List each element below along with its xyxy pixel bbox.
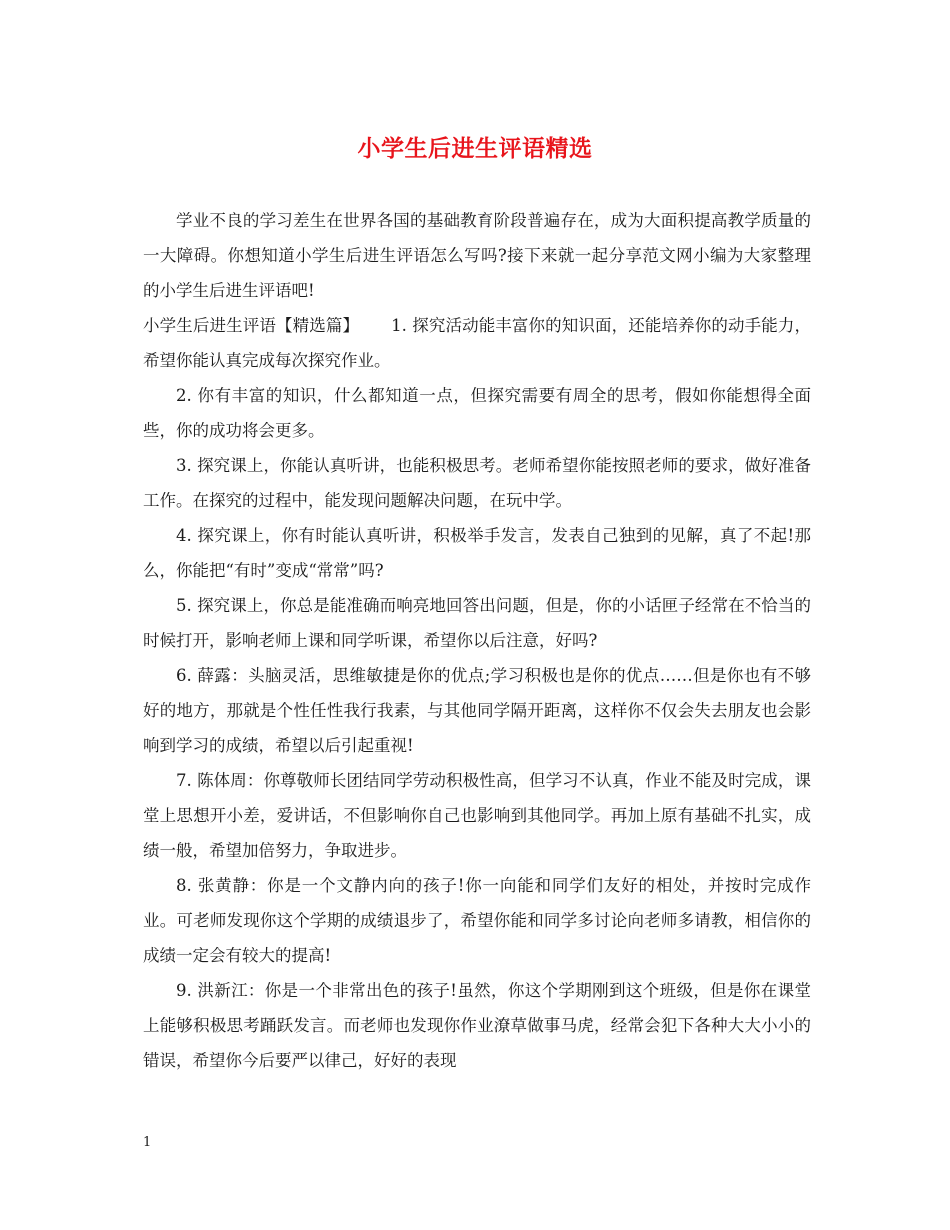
list-item-4: 4. 探究课上，你有时能认真听讲，积极举手发言，发表自己独到的见解，真了不起!那么，你能把“有时”变成“常常”吗?: [143, 526, 811, 580]
list-item-7: 7. 陈体周：你尊敬师长团结同学劳动积极性高，但学习不认真，作业不能及时完成，课堂上思想开小差，爱讲话，不但影响你自己也影响到其他同学。再加上原有基础不扎实，成绩一般，希望加倍努力，争取进步。: [143, 771, 811, 860]
list-item-1: 1. 探究活动能丰富你的知识面，还能培养你的动手能力，希望你能认真完成每次探究作业。: [143, 316, 812, 370]
list-item-2: 2. 你有丰富的知识，什么都知道一点，但探究需要有周全的思考，假如你能想得全面些，你的成功将会更多。: [143, 386, 811, 440]
list-item-5: 5. 探究课上，你总是能准确而响亮地回答出问题，但是，你的小话匣子经常在不恰当的时候打开，影响老师上课和同学听课，希望你以后注意，好吗?: [143, 596, 811, 650]
list-item-3: 3. 探究课上，你能认真听讲，也能积极思考。老师希望你能按照老师的要求，做好准备工作。在探究的过程中，能发现问题解决问题，在玩中学。: [143, 456, 811, 510]
list-item-8: 8. 张黄静：你是一个文静内向的孩子!你一向能和同学们友好的相处，并按时完成作业。可老师发现你这个学期的成绩退步了，希望你能和同学多讨论向老师多请教，相信你的成绩一定会有较大的提高!: [143, 876, 811, 965]
list-item-6: 6. 薛露：头脑灵活，思维敏捷是你的优点;学习积极也是你的优点……但是你也有不够好的地方，那就是个性任性我行我素，与其他同学隔开距离，这样你不仅会失去朋友也会影响到学习的成绩，希望以后引起重视!: [143, 666, 811, 755]
section-paragraph: [143, 308, 811, 378]
intro-paragraph: 学业不良的学习差生在世界各国的基础教育阶段普遍存在，成为大面积提高教学质量的一大障碍。你想知道小学生后进生评语怎么写吗?接下来就一起分享范文网小编为大家整理的小学生后进生评语吧!: [143, 211, 811, 300]
section-heading: 小学生后进生评语【精选篇】: [143, 316, 360, 335]
document-body: [143, 203, 811, 1078]
page-title: 小学生后进生评语精选: [357, 135, 593, 162]
list-item-9: 9. 洪新江：你是一个非常出色的孩子!虽然，你这个学期刚到这个班级，但是你在课堂上能够积极思考踊跃发言。而老师也发现你作业潦草做事马虎，经常会犯下各种大大小小的错误，希望你今后要严以律己，好好的表现: [143, 981, 811, 1070]
page-number: 1: [143, 1135, 152, 1150]
